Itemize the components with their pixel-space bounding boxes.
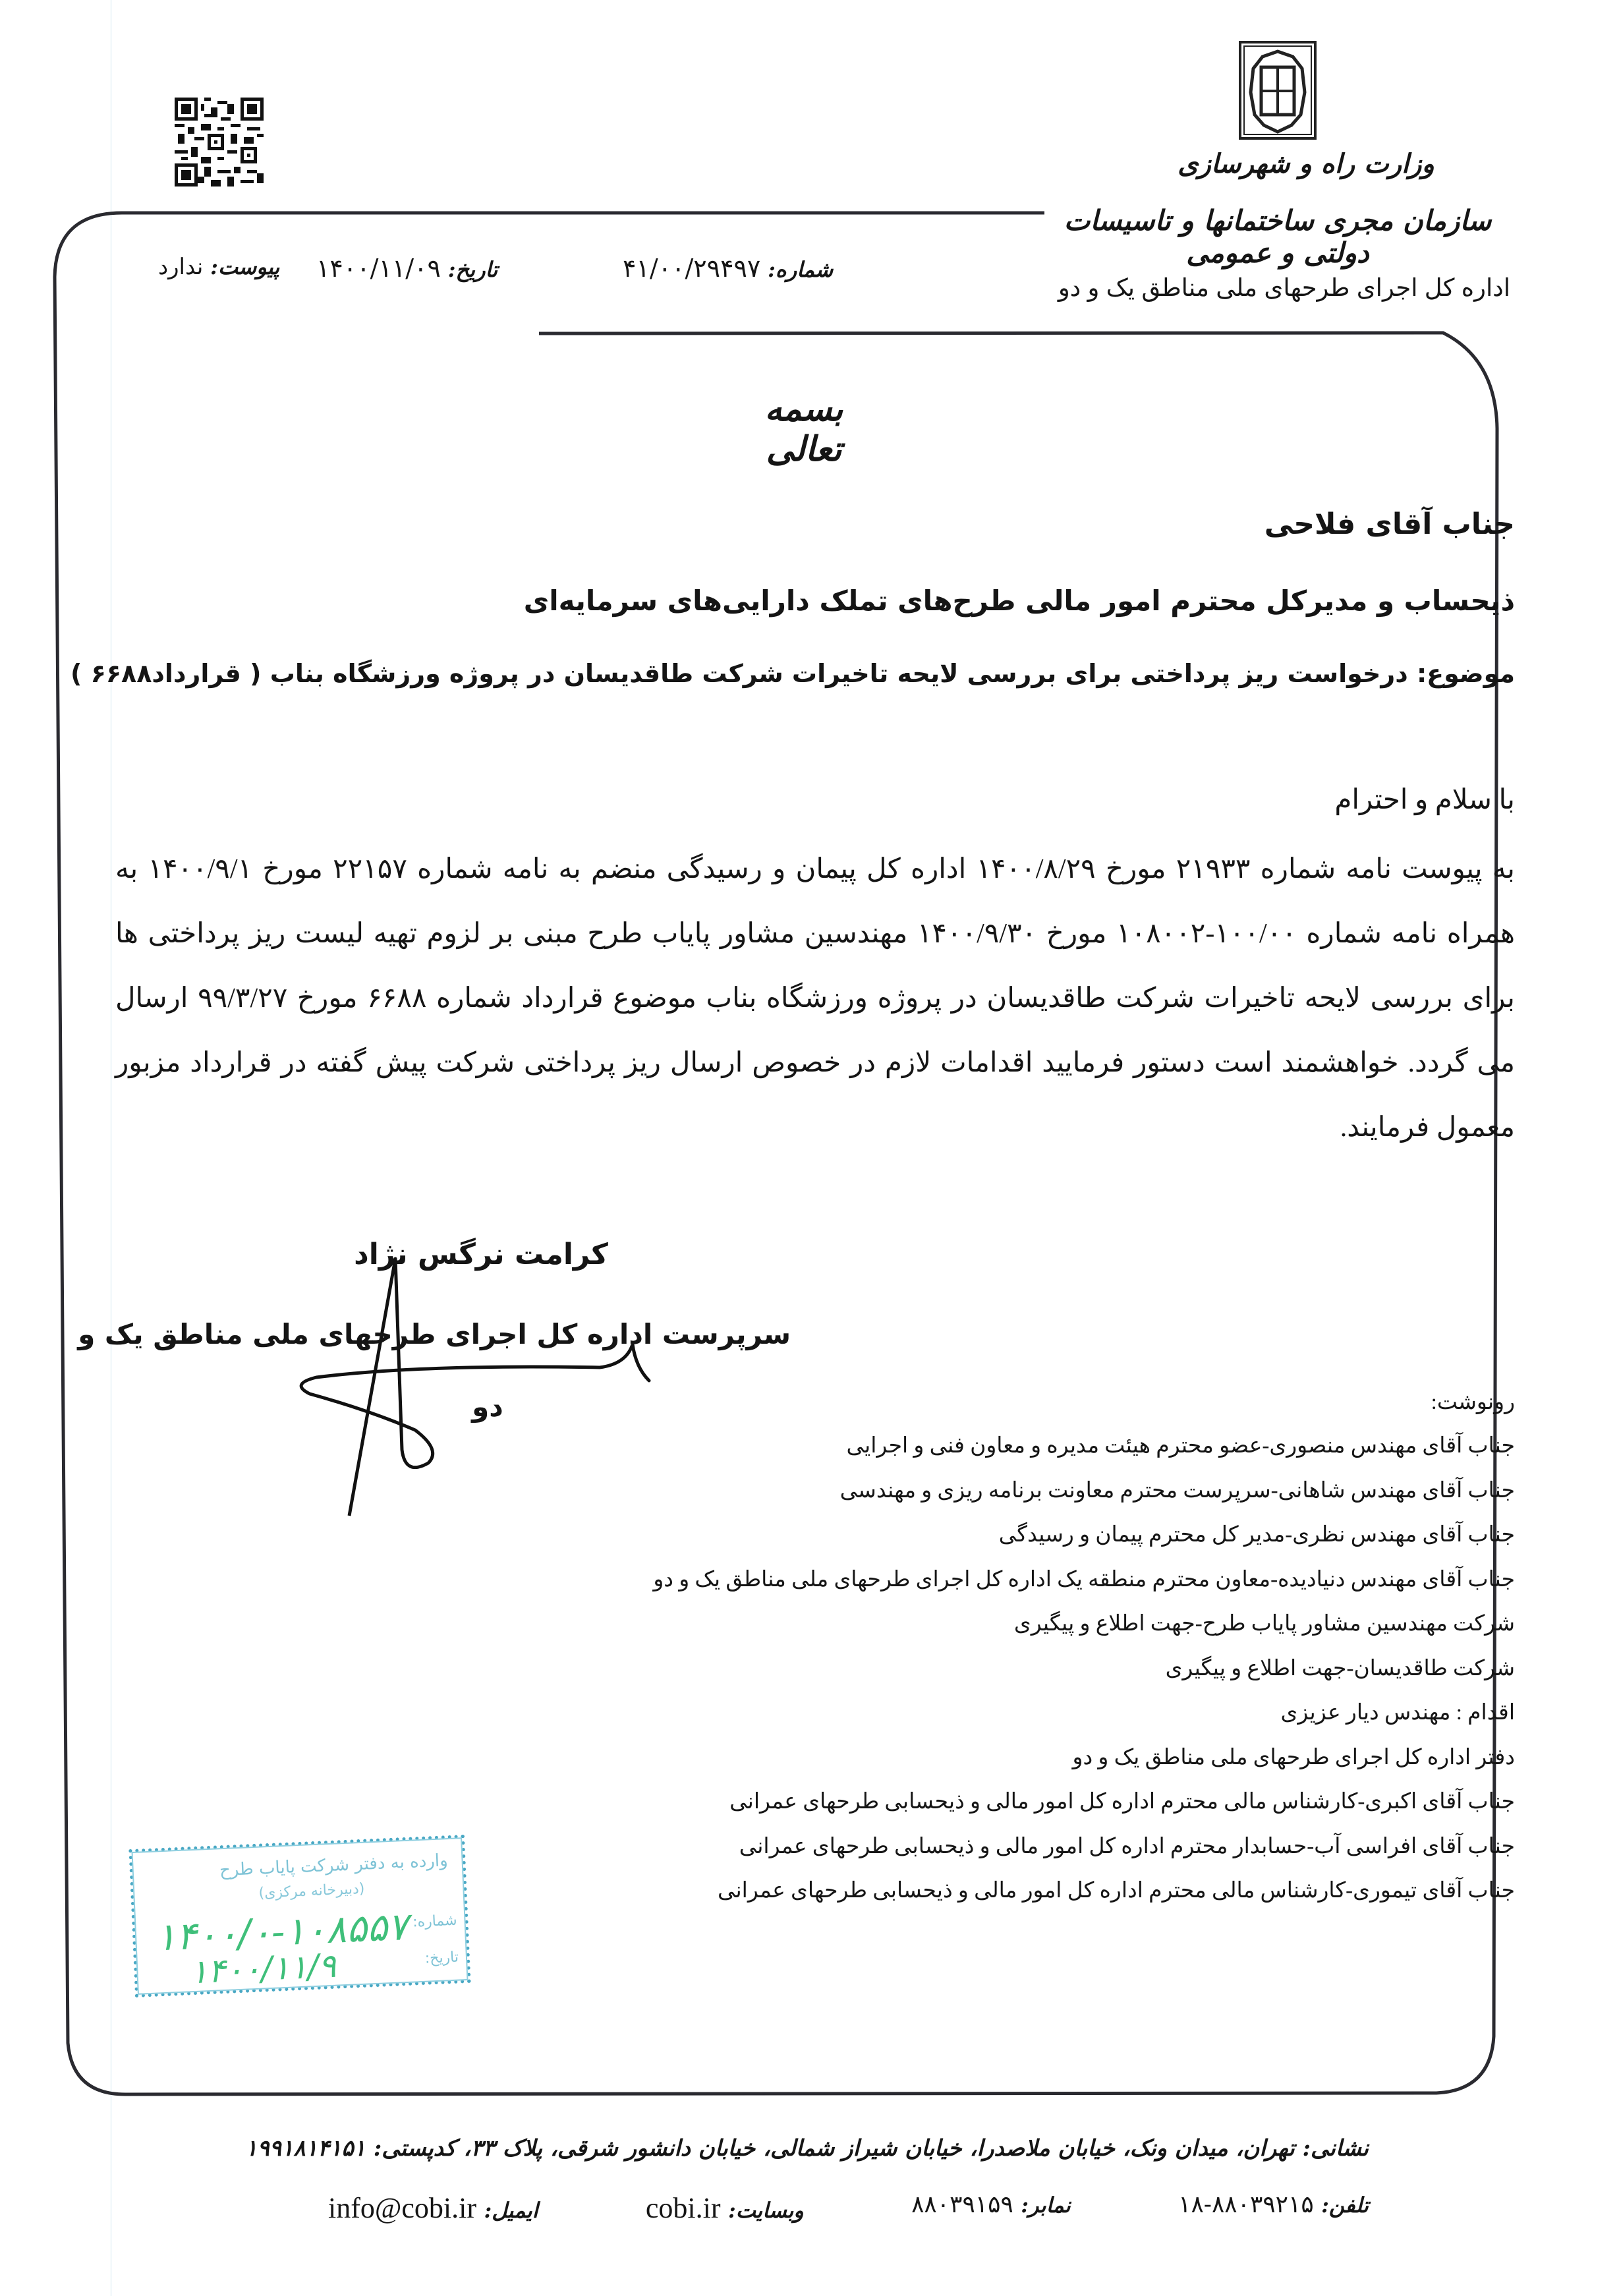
letter-attachment bbox=[158, 254, 279, 280]
phone-value: ۸۸۰۳۹۲۱۵-۱۸ bbox=[1178, 2191, 1314, 2218]
cc-label: رونوشت: bbox=[1431, 1391, 1515, 1414]
stamp-date-label: تاریخ: bbox=[424, 1949, 459, 1967]
footer-address: نشانی: تهران، میدان ونک، خیابان ملاصدرا، خیابان شیراز شمالی، خیابان دانشور شرقی، پلاک ۳۳، کدپستی: ۱۹۹۱۸۱۴۱۵۱ bbox=[245, 2135, 1369, 2162]
cc-item: جناب آقای مهندس منصوری-عضو محترم هیئت مدیره و معاون فنی و اجرایی bbox=[846, 1434, 1515, 1458]
attachment-value: ندارد bbox=[158, 254, 204, 280]
cc-list bbox=[653, 1381, 1515, 1914]
email-link[interactable]: info@cobi.ir bbox=[328, 2192, 477, 2224]
greeting: با سلام و احترام bbox=[1334, 785, 1515, 815]
cc-item: شرکت مهندسین مشاور پایاب طرح-جهت اطلاع و پیگیری bbox=[1013, 1612, 1515, 1636]
stamp-date-value: ۱۴۰۰/۱۱/۹ bbox=[189, 1946, 337, 1992]
ministry-name: وزارت راه و شهرسازی bbox=[1178, 148, 1434, 179]
signer-title-continued: دو bbox=[472, 1391, 503, 1423]
cc-item: جناب آقای تیموری-کارشناس مالی محترم اداره کل امور مالی و ذیحسابی طرحهای عمرانی bbox=[717, 1879, 1515, 1903]
website-label: وبسایت: bbox=[727, 2198, 804, 2223]
fax-value: ۸۸۰۳۹۱۵۹ bbox=[911, 2191, 1013, 2218]
letter-number-value: ۴۱/۰۰/۲۹۴۹۷ bbox=[623, 254, 761, 283]
handwritten-signature-icon bbox=[290, 1252, 778, 1529]
stamp-number-label: شماره: bbox=[412, 1912, 458, 1931]
phone-label: تلفن: bbox=[1321, 2193, 1369, 2218]
cc-item: جناب آقای اکبری-کارشناس مالی محترم اداره کل امور مالی و ذیحسابی طرحهای عمرانی bbox=[729, 1790, 1515, 1814]
letter-number-label: شماره: bbox=[768, 257, 834, 282]
fax-label: نمابر: bbox=[1021, 2193, 1071, 2218]
cc-item: جناب آقای افراسی آب-حسابدار محترم اداره کل امور مالی و ذیحسابی طرحهای عمرانی bbox=[739, 1834, 1515, 1858]
stamp-subtitle: (دبیرخانه مرکزی) bbox=[258, 1880, 365, 1902]
footer-phone bbox=[1178, 2191, 1369, 2225]
cc-item: جناب آقای مهندس شاهانی-سرپرست محترم معاونت برنامه ریزی و مهندسی bbox=[839, 1478, 1515, 1503]
cc-item: شرکت طاقدیسان-جهت اطلاع و پیگیری bbox=[1165, 1656, 1515, 1680]
footer-website bbox=[646, 2191, 804, 2225]
letter-date bbox=[316, 254, 497, 283]
letter-number bbox=[623, 254, 833, 283]
qr-code-icon bbox=[175, 98, 264, 187]
stamp-number-value: ۱۴۰۰/۰-۱۰۸۵۵۷ bbox=[154, 1903, 409, 1960]
receipt-stamp bbox=[128, 1835, 470, 1997]
cc-item: جناب آقای مهندس نظری-مدیر کل محترم پیمان و رسیدگی bbox=[998, 1523, 1515, 1547]
recipient-name: جناب آقای فلاحی bbox=[1264, 507, 1515, 541]
letter-date-label: تاریخ: bbox=[447, 257, 498, 282]
signer-name: کرامت نرگس نژاد bbox=[354, 1238, 608, 1271]
stamp-title: وارده به دفتر شرکت پایاب طرح bbox=[219, 1851, 449, 1881]
cc-item: جناب آقای مهندس دنیادیده-معاون محترم منطقه یک اداره کل اجرای طرحهای ملی مناطق یک و دو bbox=[653, 1567, 1515, 1592]
window-emblem-icon bbox=[1239, 41, 1317, 140]
opening-invocation: بسمه تعالی bbox=[764, 389, 843, 469]
cc-item: دفتر اداره کل اجرای طرحهای ملی مناطق یک و دو bbox=[1072, 1745, 1515, 1769]
organization-name: سازمان مجری ساختمانها و تاسیسات دولتی و عمومی bbox=[1064, 204, 1492, 269]
website-link[interactable]: cobi.ir bbox=[645, 2192, 721, 2224]
footer-email bbox=[328, 2191, 538, 2225]
footer-fax bbox=[911, 2191, 1071, 2225]
recipient-title: ذیحساب و مدیرکل محترم امور مالی طرح‌های تملک دارایی‌های سرمایه‌ای bbox=[523, 585, 1515, 617]
letter-date-value: ۱۴۰۰/۱۱/۰۹ bbox=[316, 254, 441, 283]
footer-contact-row bbox=[328, 2191, 1369, 2225]
attachment-label: پیوست: bbox=[210, 254, 280, 279]
email-label: ایمیل: bbox=[484, 2198, 538, 2223]
department-name: اداره کل اجرای طرحهای ملی مناطق یک و دو bbox=[1058, 274, 1510, 301]
letter-subject: موضوع: درخواست ریز پرداختی برای بررسی لایحه تاخیرات شرکت طاقدیسان در پروژه ورزشگاه بناب ( قرارداد۶۶۸۸ ) bbox=[71, 659, 1515, 688]
letter-body: به پیوست نامه شماره ۲۱۹۳۳ مورخ ۱۴۰۰/۸/۲۹ اداره کل پیمان و رسیدگی منضم به نامه شماره ۲۲۱۵۷ مورخ ۱۴۰۰/۹/۱ به همراه نامه شماره ۱۰۰/۰۰-۱۰۸۰۰۲ مورخ ۱۴۰۰/۹/۳۰ مهندسین مشاور پایاب طرح مبنی بر لزوم تهیه لیست ریز پرداختی ها برای بررسی لایحه تاخیرات شرکت طاقدیسان در پروژه ورزشگاه بناب موضوع قرارداد شماره ۶۶۸۸ مورخ ۹۹/۳/۲۷ ارسال می گردد. خواهشمند است دستور فرمایید اقدامات لازم در خصوص ارسال ریز پرداختی شرکت پیش گفته در قرارداد مزبور معمول فرمایند. bbox=[115, 854, 1515, 1143]
cc-item: اقدام : مهندس دیار عزیزی bbox=[1280, 1701, 1515, 1725]
signer-title: سرپرست اداره کل اجرای طرحهای ملی مناطق یک و bbox=[78, 1318, 791, 1350]
